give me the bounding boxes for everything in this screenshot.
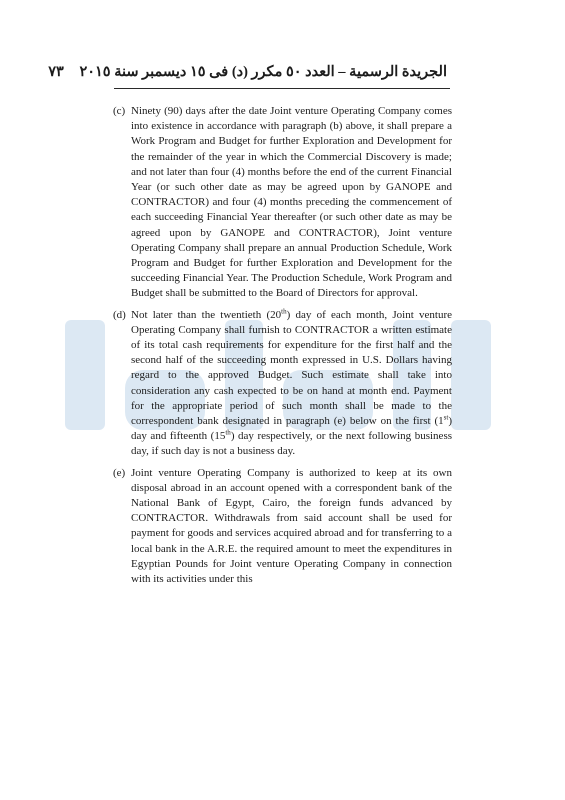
paragraph-text: Not later than the twentieth (20: [131, 308, 282, 321]
paragraph-label: (e): [113, 466, 126, 479]
paragraph-e: [113, 466, 452, 588]
paragraph-label: (d): [113, 308, 126, 321]
paragraph-text: ) day of each month, Joint venture Operating Company shall furnish to CONTRACTOR a written estimate of its total cash requirements for expenditure for the first half and the second half of the succeeding month expressed in U.S. Dollars having regard to the approved Budget. Such estimate shall take into consideration any cash expected to be on hand at month end. Payment for the appropriate period of such month shall be made to the correspondent bank designated in paragraph (e) below on the first (1: [131, 308, 452, 428]
paragraph-label: (c): [113, 105, 126, 117]
paragraph-text: ) day and fifteenth (15: [131, 415, 452, 443]
header-title: الجريدة الرسمية – العدد ٥٠ مكرر (د) فى ١٥ ديسمبر سنة ٢٠١٥: [79, 64, 447, 80]
page-number: ٧٣: [48, 64, 64, 80]
ordinal-suffix: th: [281, 306, 287, 315]
paragraph-text: Joint venture Operating Company is authorized to keep at its own disposal abroad in an account opened with a correspondent bank of the National Bank of Egypt, Cairo, the foreign funds advanced by CONTRACTOR. Withdrawals from said account shall be used for payment for goods and services acquired abroad and for transferring to a local bank in the A.R.E. the required amount to meet the expenditures in Egyptian Pounds for Joint venture Operating Company in connection with its activities under this: [131, 466, 452, 586]
document-body: [113, 104, 452, 593]
header-rule: [114, 88, 450, 89]
paragraph-text: Ninety (90) days after the date Joint venture Operating Company comes into existence in accordance with paragraph (b) above, it shall prepare a Work Program and Budget for further Exploration and Development for the remainder of the year in which the Commercial Discovery is made; and not later than four (4) months before the end of the current Financial Year (or such other date as may be agreed upon by GANOPE and CONTRACTOR) and four (4) months preceding the commencement of each succeeding Financial Year thereafter (or such other date as may be agreed upon by GANOPE and CONTRACTOR), Joint venture Operating Company shall prepare an annual Production Schedule, Work Program and Budget for further Exploration and Development for the succeeding Financial Year. The Production Schedule, Work Program and Budget shall be submitted to the Board of Directors for approval.: [131, 105, 452, 300]
paragraph-d: [113, 308, 452, 460]
paragraph-text: ) day respectively, or the next following business day, if such day is not a business day.: [131, 430, 453, 458]
ordinal-suffix: th: [225, 428, 231, 437]
paragraph-c: [113, 104, 452, 302]
ordinal-suffix: st: [443, 413, 449, 422]
gazette-header: [48, 64, 447, 81]
